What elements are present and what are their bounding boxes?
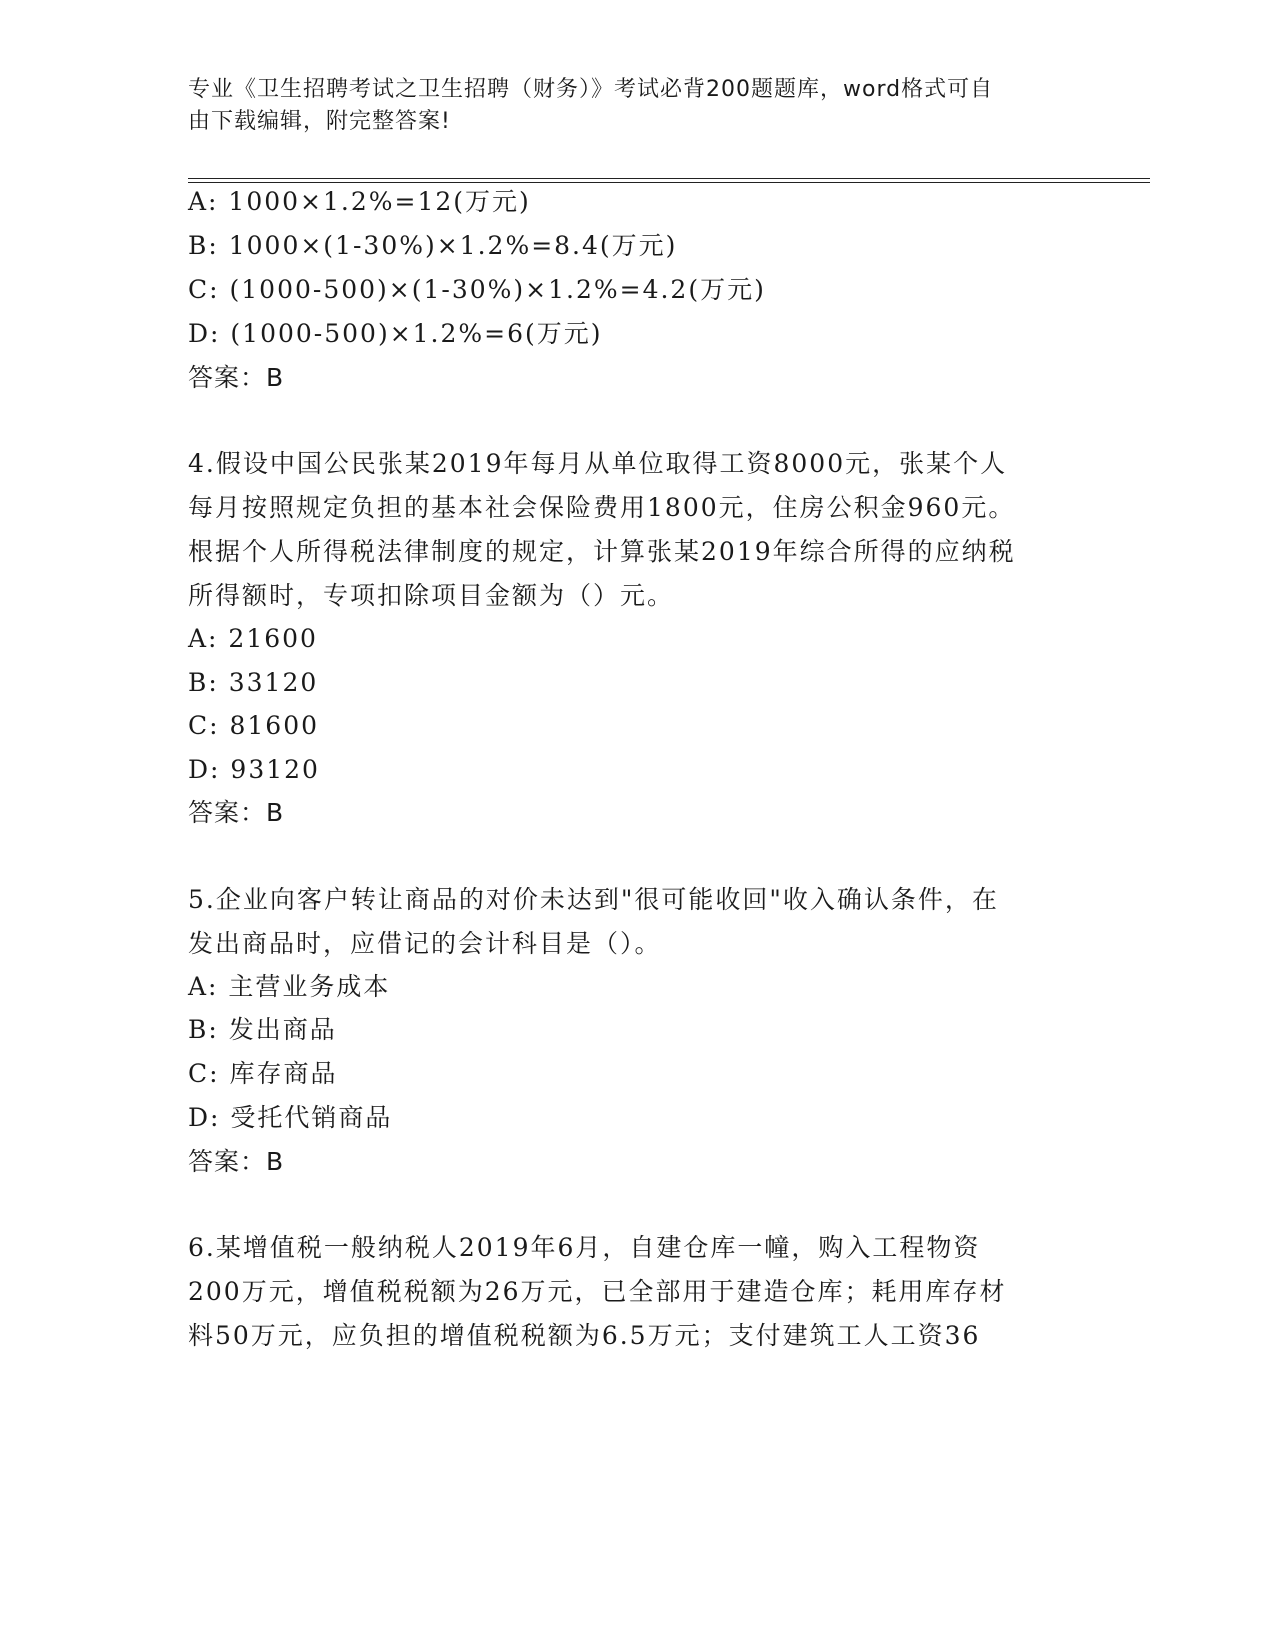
q5-option-d: D: 受托代销商品 [188,1103,393,1132]
q5-answer: 答案：B [188,1147,285,1176]
q6-stem-line-1: 6.某增值税一般纳税人2019年6月，自建仓库一幢，购入工程物资 [188,1233,981,1262]
q3-option-d: D: (1000-500)×1.2%=6(万元) [188,319,603,348]
q4-option-c: C: 81600 [188,711,320,740]
q5-option-a: A: 主营业务成本 [188,972,391,1001]
q4-option-d: D: 93120 [188,755,320,784]
header-divider-top [188,178,1150,179]
q5-stem-line-1: 5.企业向客户转让商品的对价未达到"很可能收回"收入确认条件，在 [188,885,999,914]
header-divider-bottom [188,182,1150,183]
q4-option-b: B: 33120 [188,668,319,697]
q5-stem-line-2: 发出商品时，应借记的会计科目是（）。 [188,929,662,958]
q3-option-b: B: 1000×(1-30%)×1.2%=8.4(万元) [188,231,678,260]
q3-answer: 答案：B [188,363,285,392]
header-line-2: 由下载编辑，附完整答案! [188,109,451,134]
header-line-1: 专业《卫生招聘考试之卫生招聘（财务）》考试必背200题题库，word格式可自 [188,77,994,102]
q4-stem-line-1: 4.假设中国公民张某2019年每月从单位取得工资8000元，张某个人 [188,449,1008,478]
q4-stem-line-2: 每月按照规定负担的基本社会保险费用1800元，住房公积金960元。 [188,493,1016,522]
q5-option-c: C: 库存商品 [188,1059,338,1088]
q3-option-c: C: (1000-500)×(1-30%)×1.2%=4.2(万元) [188,275,766,304]
q4-stem-line-4: 所得额时，专项扣除项目金额为（）元。 [188,581,675,610]
q4-answer: 答案：B [188,798,285,827]
q4-option-a: A: 21600 [188,624,318,653]
q6-stem-line-2: 200万元，增值税税额为26万元，已全部用于建造仓库；耗用库存材 [188,1277,1007,1306]
q4-stem-line-3: 根据个人所得税法律制度的规定，计算张某2019年综合所得的应纳税 [188,537,1016,566]
q6-stem-line-3: 料50万元，应负担的增值税税额为6.5万元；支付建筑工人工资36 [188,1321,981,1350]
q5-option-b: B: 发出商品 [188,1015,337,1044]
document-header [188,74,1088,138]
q3-option-a: A: 1000×1.2%=12(万元) [188,187,531,216]
